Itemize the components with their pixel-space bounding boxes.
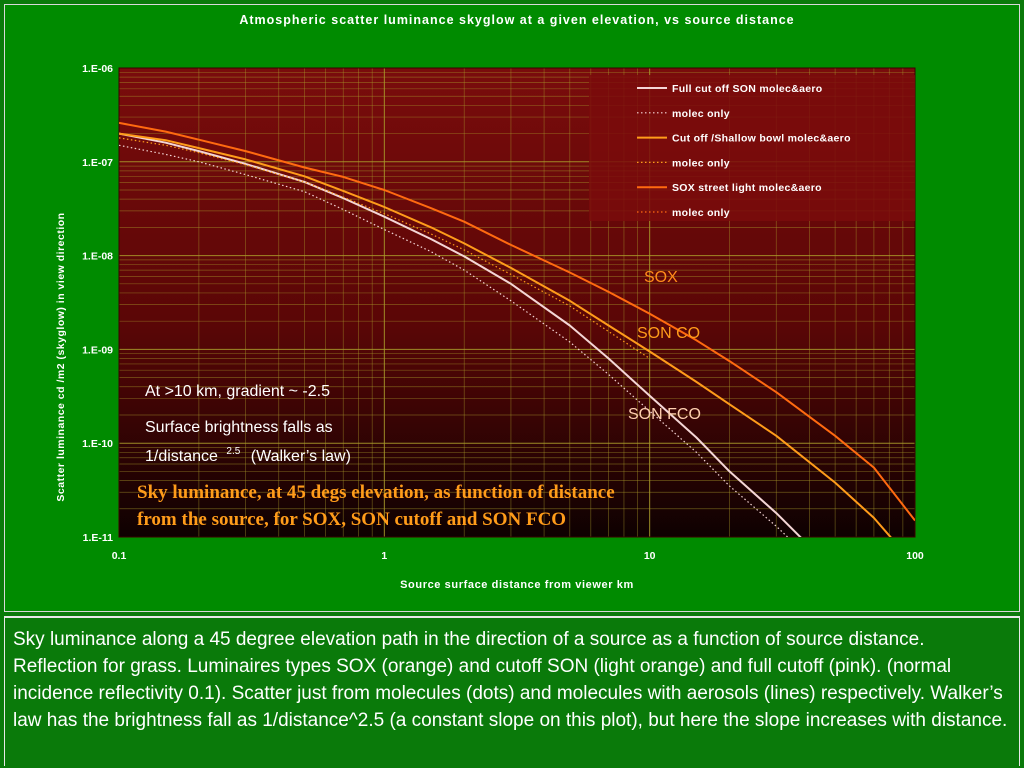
- x-tick-label: 0.1: [111, 550, 127, 562]
- legend-label: Cut off /Shallow bowl molec&aero: [672, 132, 851, 145]
- sky-luminance-note-line1: Sky luminance, at 45 degs elevation, as function of distance: [137, 482, 615, 503]
- legend-label: molec only: [672, 107, 730, 120]
- gradient-note: At >10 km, gradient ~ -2.5: [145, 383, 330, 400]
- chart-svg: [5, 5, 1021, 613]
- x-tick-label: 1: [381, 550, 388, 562]
- son-co-label: SON CO: [637, 325, 701, 342]
- chart-panel: [4, 4, 1020, 612]
- x-axis-label: Source surface distance from viewer km: [400, 579, 634, 591]
- distance-main: 1/distance: [145, 448, 218, 465]
- y-tick-label: 1.E-10: [82, 438, 113, 451]
- legend-label: molec only: [672, 207, 730, 219]
- walker-law: (Walker’s law): [250, 448, 351, 465]
- legend-box: [589, 75, 915, 221]
- x-tick-label: 100: [906, 550, 924, 562]
- legend-label: molec only: [672, 157, 730, 170]
- sky-luminance-note-line2: from the source, for SOX, SON cutoff and SON FCO: [137, 509, 567, 530]
- legend-label: Full cut off SON molec&aero: [672, 83, 823, 95]
- sox-label: SOX: [644, 269, 678, 286]
- chart-title: Atmospheric scatter luminance skyglow at a given elevation, vs source distance: [239, 13, 795, 27]
- y-tick-label: 1.E-07: [82, 156, 113, 169]
- y-tick-label: 1.E-06: [82, 63, 113, 75]
- son-fco-label: SON FCO: [628, 406, 701, 423]
- surface-brightness-note: Surface brightness falls as: [145, 419, 333, 436]
- legend-label: SOX street light molec&aero: [672, 182, 822, 195]
- y-tick-label: 1.E-08: [82, 250, 113, 263]
- x-tick-label: 10: [643, 550, 656, 562]
- y-axis-label: Scatter luminance cd /m2 (skyglow) in view direction: [55, 212, 67, 502]
- distance-exponent: 2.5: [226, 446, 241, 457]
- caption-text: Sky luminance along a 45 degree elevation path in the direction of a source as a function of source distance. Reflection for grass. Luminaires types SOX (orange) and cutoff SON (light orange) and full cutoff (pink). (normal incidence reflectivity 0.1). Scatter just from molecules (dots) and molecules with aerosols (lines) respectively. Walker’s law has the brightness fall as 1/distance^2.5 (a constant slope on this plot), but here the slope increases with distance.: [4, 616, 1020, 766]
- y-tick-label: 1.E-11: [82, 532, 113, 544]
- y-tick-label: 1.E-09: [82, 344, 113, 357]
